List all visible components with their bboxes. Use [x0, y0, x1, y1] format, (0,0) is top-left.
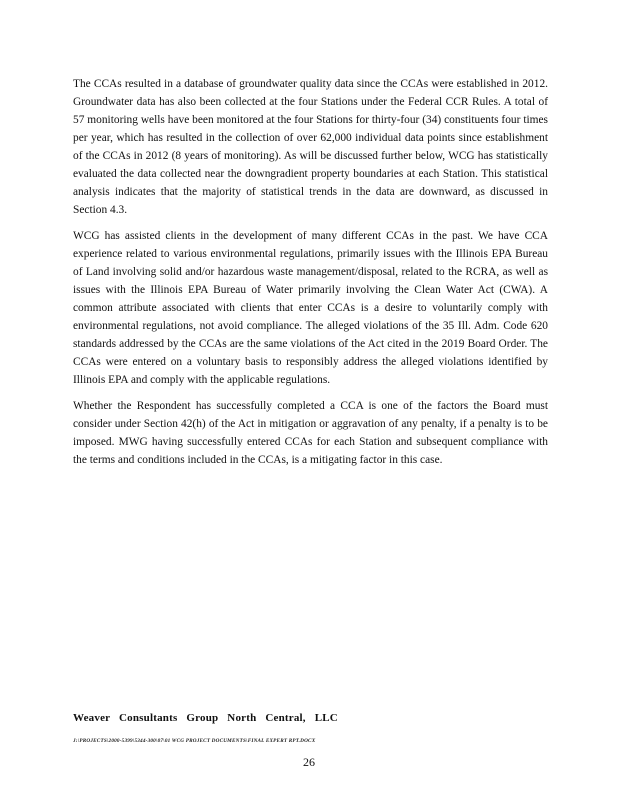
footer-file-path: J:\PROJECTS\2000-5399\5344-300\07\01 WCG PROJECT DOCUMENTS\FINAL EXPERT RPT.DOCX	[73, 738, 316, 744]
paragraph-mitigating-factor: Whether the Respondent has successfully completed a CCA is one of the factors the Board must consider under Section 42(h) of the Act in mitigation or aggravation of any penalty, if a penalty is to be imposed. MWG having successfully entered CCAs for each Station and subsequent compliance with the terms and conditions included in the CCAs, is a mitigating factor in this case.	[73, 400, 548, 466]
paragraph-cca-experience: WCG has assisted clients in the development of many different CCAs in the past. We have CCA experience related to various environmental regulations, primarily issues with the Illinois EPA Bureau of Land involving solid and/or hazardous waste management/disposal, related to the RCRA, as well as issues with the Illinois EPA Bureau of Water primarily involving the Clean Water Act (CWA). A common attribute associated with clients that enter CCAs is a desire to voluntarily comply with environmental regulations, not avoid compliance. The alleged violations of the 35 Ill. Adm. Code 620 standards addressed by the CCAs are the same violations of the Act cited in the 2019 Board Order. The CCAs were entered on a voluntary basis to responsibly address the alleged violations identified by Illinois EPA and comply with the applicable regulations.	[73, 230, 548, 386]
footer-firm-name: Weaver Consultants Group North Central, LLC	[73, 712, 338, 724]
page-number: 26	[303, 755, 315, 769]
document-body	[73, 75, 548, 477]
paragraph-groundwater-database: The CCAs resulted in a database of groundwater quality data since the CCAs were established in 2012. Groundwater data has also been collected at the four Stations under the Federal CCR Rules. A total of 57 monitoring wells have been monitored at the four Stations for thirty-four (34) constituents four times per year, which has resulted in the collection of over 62,000 individual data points since establishment of the CCAs in 2012 (8 years of monitoring). As will be discussed further below, WCG has statistically evaluated the data collected near the downgradient property boundaries at each Station. This statistical analysis indicates that the majority of statistical trends in the data are downward, as discussed in Section 4.3.	[73, 78, 548, 216]
